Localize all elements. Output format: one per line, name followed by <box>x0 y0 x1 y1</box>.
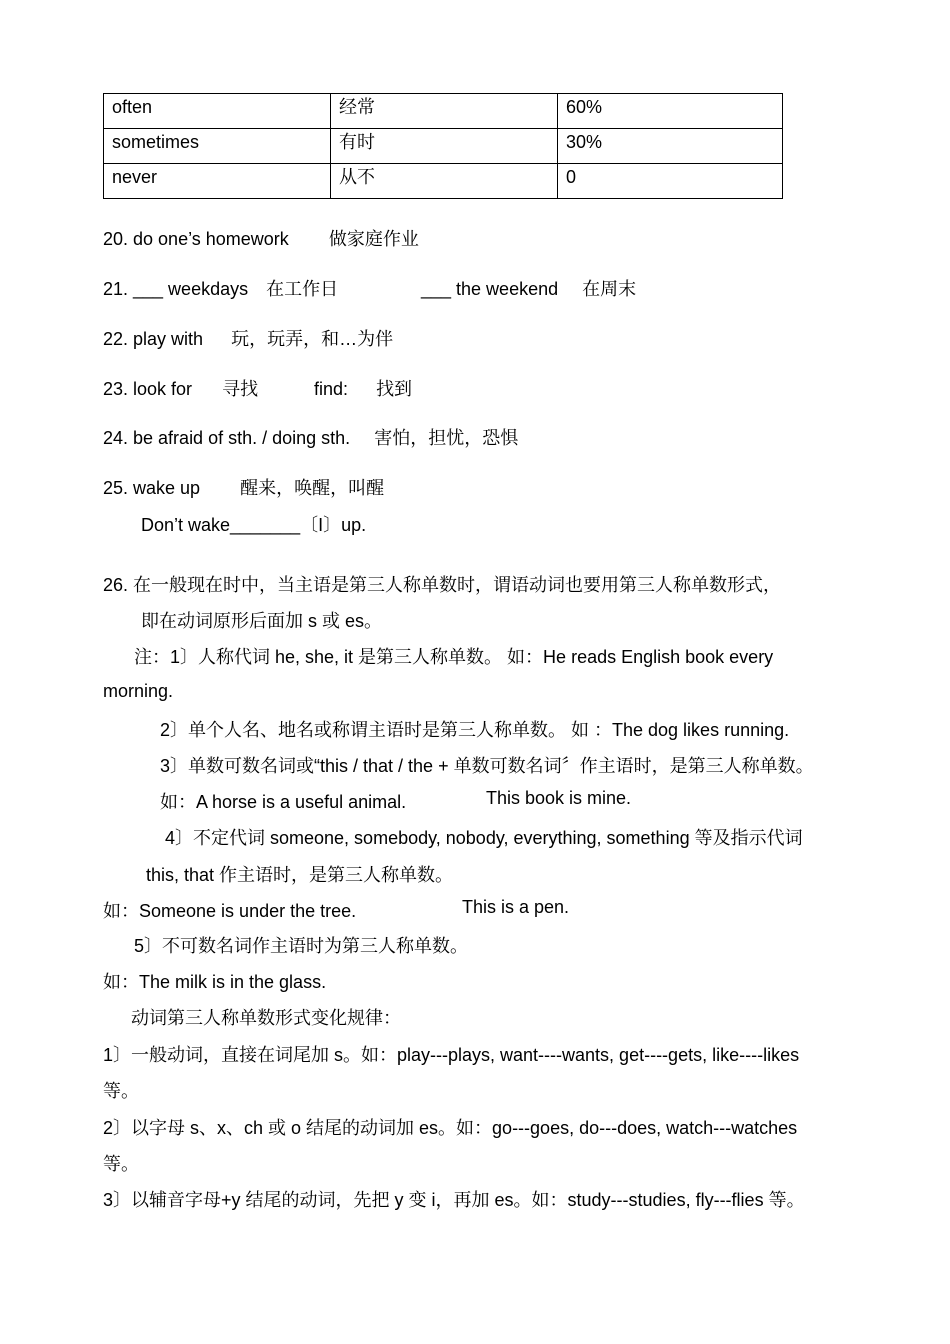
table-cell: 60% <box>558 94 783 129</box>
rule-26-line: 等。 <box>103 1081 139 1101</box>
item-24 <box>103 424 518 450</box>
item-21-meaning-a: 在工作日 <box>266 279 339 299</box>
rule-26-example: 如：The milk is in the glass. <box>103 972 327 992</box>
rule-26-example: 如：A horse is a useful animal. <box>160 792 407 812</box>
rule-26-note-1: 注：1〕人称代词 he, she, it 是第三人称单数。 如：He reads English book every <box>134 647 774 667</box>
table-cell: never <box>104 164 331 199</box>
rule-26-note-3: 3〕单数可数名词或“this / that / the + 单数可数名词〞作主语时，是第三人称单数。 <box>160 756 814 776</box>
table-cell: 0 <box>558 164 783 199</box>
rule-26-line: 1〕一般动词，直接在词尾加 s。如：play---plays, want----wants, get----gets, like----likes <box>103 1045 800 1065</box>
item-21-phrase-a: 21. ___ weekdays <box>103 279 249 299</box>
item-20-phrase: 20. do one’s homework <box>103 229 289 249</box>
table-cell: 经常 <box>331 94 558 129</box>
rule-26-line: 等。 <box>103 1154 139 1174</box>
item-20 <box>103 225 419 251</box>
item-21b <box>421 275 636 301</box>
rule-26-line: 即在动词原形后面加 s 或 es。 <box>141 611 383 631</box>
table-cell: sometimes <box>104 129 331 164</box>
rule-26-line: morning. <box>103 681 174 701</box>
table-row <box>104 94 783 129</box>
item-22-meaning: 玩，玩弄，和…为伴 <box>231 329 394 349</box>
rule-26-example: This book is mine. <box>486 788 632 808</box>
item-22-phrase: 22. play with <box>103 329 204 349</box>
rule-26-note-4: 4〕不定代词 someone, somebody, nobody, everything, something 等及指示代词 <box>165 828 803 848</box>
rule-26-note-2: 2〕单个人名、地名或称谓主语时是第三人称单数。 如 ：The dog likes running. <box>160 720 790 740</box>
item-21 <box>103 275 338 301</box>
item-23 <box>103 375 258 401</box>
item-20-meaning: 做家庭作业 <box>328 229 419 249</box>
item-25 <box>103 474 384 500</box>
item-24-meaning: 害怕，担忧，恐惧 <box>374 428 519 448</box>
item-25-example: Don’t wake_______〔I〕up. <box>141 515 367 535</box>
item-23-phrase-b: find: <box>314 379 349 399</box>
rule-26-line: this, that 作主语时，是第三人称单数。 <box>146 865 454 885</box>
table-cell: 30% <box>558 129 783 164</box>
rule-26-example: This is a pen. <box>462 897 570 917</box>
frequency-table <box>103 93 783 199</box>
rule-26-line: 2〕以字母 s、x、ch 或 o 结尾的动词加 es。如：go---goes, do---does, watch---watches <box>103 1118 798 1138</box>
item-25-meaning: 醒来，唤醒，叫醒 <box>240 478 385 498</box>
table-cell: 有时 <box>331 129 558 164</box>
rule-26-note-5: 5〕不可数名词作主语时为第三人称单数。 <box>134 936 469 956</box>
item-23-phrase-a: 23. look for <box>103 379 193 399</box>
item-23-meaning-a: 寻找 <box>222 379 259 399</box>
rule-26-heading: 动词第三人称单数形式变化规律： <box>131 1008 401 1028</box>
item-23-meaning-b: 找到 <box>376 379 413 399</box>
table-row <box>104 164 783 199</box>
table-cell: often <box>104 94 331 129</box>
item-25-phrase: 25. wake up <box>103 478 201 498</box>
rule-26-line: 3〕以辅音字母+y 结尾的动词，先把 y 变 i，再加 es。如：study---studies, fly---flies 等。 <box>103 1190 805 1210</box>
table-cell: 从不 <box>331 164 558 199</box>
item-21-phrase-b: ___ the weekend <box>421 279 559 299</box>
item-21-meaning-b: 在周末 <box>582 279 637 299</box>
item-23b <box>314 375 412 401</box>
item-24-phrase: 24. be afraid of sth. / doing sth. <box>103 428 351 448</box>
table-row <box>104 129 783 164</box>
rule-26-line: 26. 在一般现在时中，当主语是第三人称单数时，谓语动词也要用第三人称单数形式， <box>103 575 782 595</box>
item-22 <box>103 325 393 351</box>
rule-26-example: 如：Someone is under the tree. <box>103 901 357 921</box>
